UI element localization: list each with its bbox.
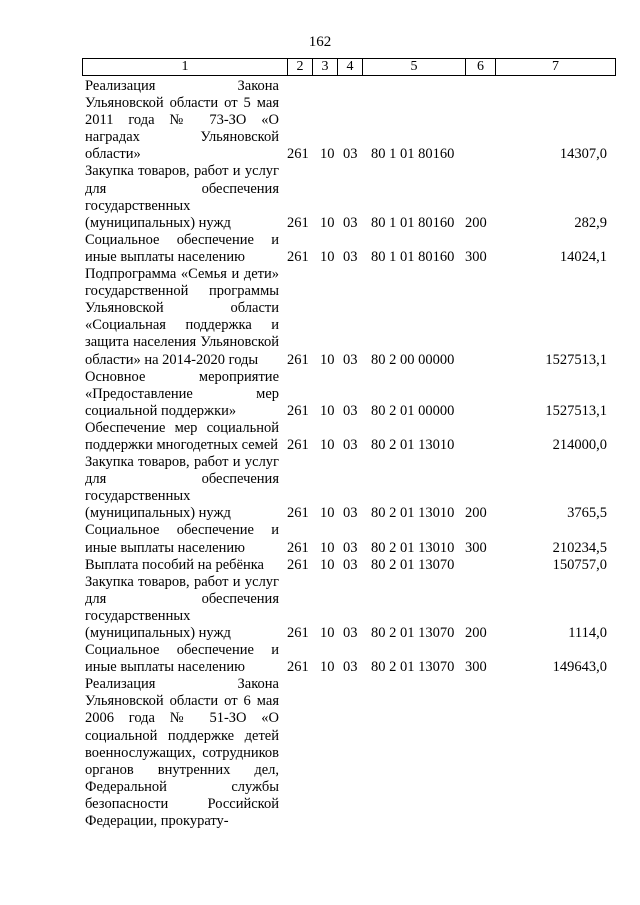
row-code-5: 80 1 01 80160 bbox=[371, 214, 455, 231]
row-amount: 210234,5 bbox=[552, 539, 607, 556]
row-code-4: 03 bbox=[343, 402, 358, 419]
row-amount: 14024,1 bbox=[559, 249, 607, 266]
row-codes bbox=[0, 659, 640, 676]
row-code-2: 261 bbox=[287, 659, 309, 676]
header-col-4: 4 bbox=[337, 59, 362, 75]
header-col-3: 3 bbox=[312, 59, 337, 75]
row-description: Обеспечение мер социальной поддержки многодетных семей bbox=[85, 419, 279, 453]
row-codes bbox=[0, 146, 640, 163]
row-code-3: 10 bbox=[320, 659, 335, 676]
table-row bbox=[0, 557, 640, 574]
row-code-6: 300 bbox=[465, 249, 487, 266]
row-code-3: 10 bbox=[320, 146, 335, 163]
row-codes bbox=[0, 437, 640, 454]
row-code-3: 10 bbox=[320, 625, 335, 642]
row-code-2: 261 bbox=[287, 146, 309, 163]
row-codes bbox=[0, 625, 640, 642]
row-description: Социальное обеспечение и иные выплаты населению bbox=[85, 642, 279, 676]
row-code-3: 10 bbox=[320, 351, 335, 368]
table-row bbox=[0, 232, 640, 266]
row-code-4: 03 bbox=[343, 351, 358, 368]
row-amount: 1527513,1 bbox=[545, 402, 607, 419]
header-col-5: 5 bbox=[362, 59, 465, 75]
table-row bbox=[0, 642, 640, 676]
row-code-6: 300 bbox=[465, 539, 487, 556]
table-row bbox=[0, 522, 640, 556]
row-code-2: 261 bbox=[287, 437, 309, 454]
page-number: 162 bbox=[308, 34, 332, 50]
row-code-4: 03 bbox=[343, 659, 358, 676]
row-amount: 150757,0 bbox=[552, 556, 607, 573]
row-code-5: 80 1 01 80160 bbox=[371, 146, 455, 163]
row-code-6: 300 bbox=[465, 659, 487, 676]
row-codes bbox=[0, 403, 640, 420]
row-codes bbox=[0, 540, 640, 557]
row-code-5: 80 2 00 00000 bbox=[371, 351, 455, 368]
table-row bbox=[0, 574, 640, 642]
row-code-5: 80 2 01 13010 bbox=[371, 539, 455, 556]
row-codes bbox=[0, 352, 640, 369]
row-codes bbox=[0, 557, 640, 574]
row-codes bbox=[0, 249, 640, 266]
row-description: Выплата пособий на ребёнка bbox=[85, 556, 264, 573]
row-code-5: 80 2 01 00000 bbox=[371, 402, 455, 419]
row-code-6: 200 bbox=[465, 505, 487, 522]
row-amount: 1114,0 bbox=[568, 625, 607, 642]
row-description: Реализация Закона Ульяновской области от 6 мая 2006 года № 51-ЗО «О социальной поддержке детей военнослужащих, сотрудников органов внутренних дел, Федеральной службы безопасности Российской Федерации, прокурату- bbox=[85, 676, 279, 830]
row-code-2: 261 bbox=[287, 556, 309, 573]
table-row bbox=[0, 420, 640, 454]
row-code-2: 261 bbox=[287, 351, 309, 368]
row-code-2: 261 bbox=[287, 625, 309, 642]
row-code-2: 261 bbox=[287, 539, 309, 556]
header-col-6: 6 bbox=[465, 59, 495, 75]
table-row bbox=[0, 163, 640, 231]
row-code-5: 80 1 01 80160 bbox=[371, 249, 455, 266]
row-code-4: 03 bbox=[343, 556, 358, 573]
header-col-1: 1 bbox=[82, 59, 287, 75]
row-description: Закупка товаров, работ и услуг для обеспечения государственных (муниципальных) нужд bbox=[85, 163, 279, 231]
row-code-5: 80 2 01 13070 bbox=[371, 556, 455, 573]
row-description: Социальное обеспечение и иные выплаты населению bbox=[85, 522, 279, 556]
row-description: Закупка товаров, работ и услуг для обеспечения государственных (муниципальных) нужд bbox=[85, 573, 279, 641]
row-code-3: 10 bbox=[320, 539, 335, 556]
row-code-2: 261 bbox=[287, 214, 309, 231]
row-code-2: 261 bbox=[287, 505, 309, 522]
row-code-2: 261 bbox=[287, 249, 309, 266]
row-code-3: 10 bbox=[320, 214, 335, 231]
table-row bbox=[0, 369, 640, 420]
row-codes bbox=[0, 215, 640, 232]
row-description: Социальное обеспечение и иные выплаты населению bbox=[85, 231, 279, 265]
row-code-4: 03 bbox=[343, 505, 358, 522]
table-header bbox=[82, 58, 616, 76]
row-amount: 14307,0 bbox=[559, 146, 607, 163]
row-code-3: 10 bbox=[320, 249, 335, 266]
row-code-3: 10 bbox=[320, 505, 335, 522]
row-code-4: 03 bbox=[343, 539, 358, 556]
row-amount: 282,9 bbox=[574, 214, 607, 231]
row-codes bbox=[0, 813, 640, 830]
table-body bbox=[0, 78, 640, 830]
row-amount: 214000,0 bbox=[552, 437, 607, 454]
row-code-3: 10 bbox=[320, 556, 335, 573]
row-code-4: 03 bbox=[343, 214, 358, 231]
row-description: Закупка товаров, работ и услуг для обеспечения государственных (муниципальных) нужд bbox=[85, 454, 279, 522]
row-amount: 1527513,1 bbox=[545, 351, 607, 368]
table-row bbox=[0, 676, 640, 830]
row-amount: 3765,5 bbox=[567, 505, 607, 522]
row-code-3: 10 bbox=[320, 402, 335, 419]
header-col-2: 2 bbox=[287, 59, 312, 75]
table-row bbox=[0, 454, 640, 522]
row-amount: 149643,0 bbox=[552, 659, 607, 676]
row-code-4: 03 bbox=[343, 437, 358, 454]
row-description: Подпрограмма «Семья и дети» государственной программы Ульяновской области «Социальная поддержка и защита населения Ульяновской области» на 2014-2020 годы bbox=[85, 266, 279, 368]
table-row bbox=[0, 266, 640, 369]
row-codes bbox=[0, 505, 640, 522]
row-code-5: 80 2 01 13010 bbox=[371, 505, 455, 522]
row-description: Реализация Закона Ульяновской области от 5 мая 2011 года № 73-ЗО «О наградах Ульяновской области» bbox=[85, 78, 279, 163]
row-code-4: 03 bbox=[343, 249, 358, 266]
row-code-6: 200 bbox=[465, 625, 487, 642]
row-code-6: 200 bbox=[465, 214, 487, 231]
row-code-5: 80 2 01 13070 bbox=[371, 625, 455, 642]
row-code-5: 80 2 01 13070 bbox=[371, 659, 455, 676]
row-code-2: 261 bbox=[287, 402, 309, 419]
row-code-3: 10 bbox=[320, 437, 335, 454]
row-code-4: 03 bbox=[343, 625, 358, 642]
row-code-4: 03 bbox=[343, 146, 358, 163]
header-col-7: 7 bbox=[495, 59, 616, 75]
row-description: Основное мероприятие «Предоставление мер социальной поддержки» bbox=[85, 368, 279, 419]
row-code-5: 80 2 01 13010 bbox=[371, 437, 455, 454]
table-row bbox=[0, 78, 640, 163]
